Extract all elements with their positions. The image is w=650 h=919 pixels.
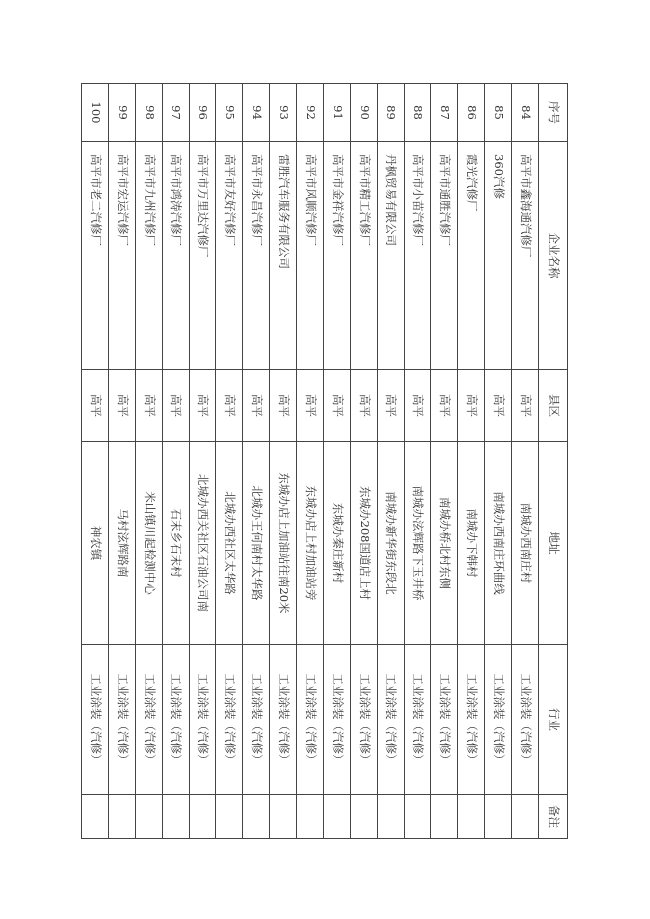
cell-no: 95 xyxy=(216,84,243,142)
table-row xyxy=(297,84,324,839)
cell-industry: 工业涂装（汽修） xyxy=(109,645,136,795)
cell-industry: 工业涂装（汽修） xyxy=(324,645,351,795)
cell-note xyxy=(243,795,270,839)
table-row xyxy=(485,84,512,839)
table-row xyxy=(431,84,458,839)
cell-note xyxy=(162,795,189,839)
cell-company: 高平市九州汽修厂 xyxy=(135,142,162,370)
cell-company: 高平市风顺汽修厂 xyxy=(297,142,324,370)
cell-company: 丹枫贸易有限公司 xyxy=(377,142,404,370)
cell-county: 高平 xyxy=(458,370,485,442)
cell-address: 南城办桥北村东侧 xyxy=(431,442,458,645)
cell-no: 98 xyxy=(135,84,162,142)
cell-company: 高平市精工汽修厂 xyxy=(350,142,377,370)
cell-address: 东城办店上村加油站旁 xyxy=(297,442,324,645)
cell-note xyxy=(109,795,136,839)
header-company: 企业名称 xyxy=(539,142,568,370)
table-row xyxy=(324,84,351,839)
cell-no: 91 xyxy=(324,84,351,142)
table-row xyxy=(82,84,109,839)
header-county: 县区 xyxy=(539,370,568,442)
cell-county: 高平 xyxy=(243,370,270,442)
table-row xyxy=(162,84,189,839)
cell-note xyxy=(485,795,512,839)
cell-address: 南城办西南庄村 xyxy=(512,442,539,645)
cell-note xyxy=(431,795,458,839)
cell-county: 高平 xyxy=(189,370,216,442)
cell-industry: 工业涂装（汽修） xyxy=(270,645,297,795)
cell-company: 霞光汽修厂 xyxy=(458,142,485,370)
cell-industry: 工业涂装（汽修） xyxy=(243,645,270,795)
cell-no: 93 xyxy=(270,84,297,142)
document-page xyxy=(81,83,568,838)
cell-county: 高平 xyxy=(297,370,324,442)
cell-county: 高平 xyxy=(109,370,136,442)
cell-no: 88 xyxy=(404,84,431,142)
cell-note xyxy=(350,795,377,839)
cell-no: 97 xyxy=(162,84,189,142)
cell-no: 85 xyxy=(485,84,512,142)
cell-address: 北城办西关社区石油公司南 xyxy=(189,442,216,645)
cell-no: 86 xyxy=(458,84,485,142)
cell-county: 高平 xyxy=(82,370,109,442)
cell-company: 高平市小苗汽修厂 xyxy=(404,142,431,370)
cell-address: 米山镇川起检测中心 xyxy=(135,442,162,645)
cell-address: 南城办西南庄环曲线 xyxy=(485,442,512,645)
table-row xyxy=(109,84,136,839)
cell-no: 84 xyxy=(512,84,539,142)
cell-company: 高平市金祥汽修厂 xyxy=(324,142,351,370)
cell-county: 高平 xyxy=(270,370,297,442)
cell-note xyxy=(189,795,216,839)
cell-note xyxy=(512,795,539,839)
cell-company: 高平市万里达汽修厂 xyxy=(189,142,216,370)
cell-company: 高平市永昌汽修厂 xyxy=(243,142,270,370)
cell-company: 360汽修 xyxy=(485,142,512,370)
header-note: 备注 xyxy=(539,795,568,839)
cell-address: 东城办店上加油站往南20米 xyxy=(270,442,297,645)
header-industry: 行业 xyxy=(539,645,568,795)
cell-county: 高平 xyxy=(216,370,243,442)
cell-industry: 工业涂装（汽修） xyxy=(162,645,189,795)
cell-no: 87 xyxy=(431,84,458,142)
table-row xyxy=(404,84,431,839)
cell-no: 92 xyxy=(297,84,324,142)
cell-county: 高平 xyxy=(350,370,377,442)
table-row xyxy=(216,84,243,839)
cell-industry: 工业涂装（汽修） xyxy=(404,645,431,795)
table-row xyxy=(189,84,216,839)
cell-note xyxy=(135,795,162,839)
cell-county: 高平 xyxy=(431,370,458,442)
cell-company: 高平市鸿涛汽修厂 xyxy=(162,142,189,370)
cell-address: 北城办王何南村太华路 xyxy=(243,442,270,645)
cell-company: 高平市老二汽修厂 xyxy=(82,142,109,370)
table-row xyxy=(243,84,270,839)
cell-note xyxy=(216,795,243,839)
cell-address: 东城办208国道店上村 xyxy=(350,442,377,645)
cell-address: 南城办新华街东段北 xyxy=(377,442,404,645)
table-row xyxy=(270,84,297,839)
table-row xyxy=(512,84,539,839)
cell-industry: 工业涂装（汽修） xyxy=(458,645,485,795)
cell-note xyxy=(82,795,109,839)
cell-no: 96 xyxy=(189,84,216,142)
cell-county: 高平 xyxy=(162,370,189,442)
cell-address: 马村泫辉路南 xyxy=(109,442,136,645)
cell-company: 高平市友好汽修厂 xyxy=(216,142,243,370)
cell-industry: 工业涂装（汽修） xyxy=(189,645,216,795)
cell-county: 高平 xyxy=(324,370,351,442)
cell-county: 高平 xyxy=(377,370,404,442)
cell-address: 石末乡石末村 xyxy=(162,442,189,645)
table-row xyxy=(377,84,404,839)
cell-note xyxy=(297,795,324,839)
cell-industry: 工业涂装（汽修） xyxy=(377,645,404,795)
cell-company: 高平市宏运汽修厂 xyxy=(109,142,136,370)
cell-address: 南城办下韩村 xyxy=(458,442,485,645)
cell-note xyxy=(404,795,431,839)
cell-no: 100 xyxy=(82,84,109,142)
cell-no: 99 xyxy=(109,84,136,142)
header-no: 序号 xyxy=(539,84,568,142)
cell-county: 高平 xyxy=(135,370,162,442)
cell-industry: 工业涂装（汽修） xyxy=(485,645,512,795)
cell-company: 高平市通胜汽修厂 xyxy=(431,142,458,370)
cell-note xyxy=(377,795,404,839)
cell-industry: 工业涂装（汽修） xyxy=(82,645,109,795)
table-row xyxy=(350,84,377,839)
cell-no: 90 xyxy=(350,84,377,142)
cell-company: 雷胜汽车服务有限公司 xyxy=(270,142,297,370)
cell-industry: 工业涂装（汽修） xyxy=(350,645,377,795)
cell-county: 高平 xyxy=(485,370,512,442)
table-header-row xyxy=(539,84,568,839)
enterprise-table xyxy=(81,83,568,839)
cell-company: 高平市鑫海通汽修厂 xyxy=(512,142,539,370)
cell-address: 东城办秦庄新村 xyxy=(324,442,351,645)
cell-note xyxy=(270,795,297,839)
cell-no: 94 xyxy=(243,84,270,142)
table-row xyxy=(458,84,485,839)
cell-industry: 工业涂装（汽修） xyxy=(216,645,243,795)
header-address: 地址 xyxy=(539,442,568,645)
cell-industry: 工业涂装（汽修） xyxy=(135,645,162,795)
cell-note xyxy=(324,795,351,839)
cell-county: 高平 xyxy=(512,370,539,442)
cell-industry: 工业涂装（汽修） xyxy=(297,645,324,795)
cell-address: 南城办泫辉路下玉井桥 xyxy=(404,442,431,645)
cell-address: 北城办西社区太华路 xyxy=(216,442,243,645)
table-row xyxy=(135,84,162,839)
cell-address: 神农镇 xyxy=(82,442,109,645)
cell-note xyxy=(458,795,485,839)
cell-industry: 工业涂装（汽修） xyxy=(512,645,539,795)
cell-industry: 工业涂装（汽修） xyxy=(431,645,458,795)
cell-no: 89 xyxy=(377,84,404,142)
cell-county: 高平 xyxy=(404,370,431,442)
